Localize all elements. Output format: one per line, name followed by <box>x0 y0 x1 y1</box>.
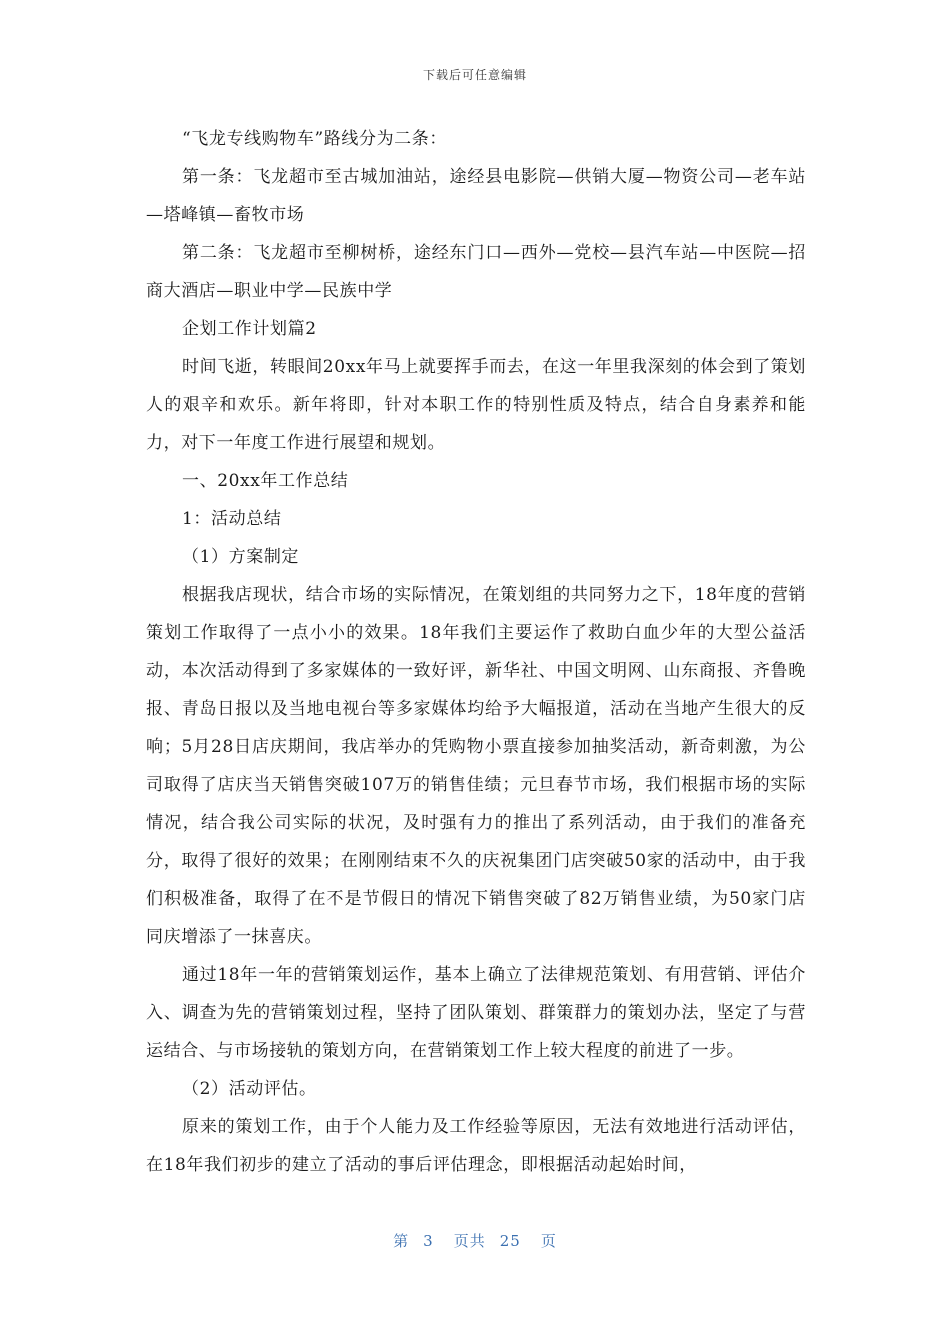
paragraph-year-review: 通过18年一年的营销策划运作，基本上确立了法律规范策划、有用营销、评估介入、调查为先的营销策划过程，坚持了团队策划、群策群力的策划办法，坚定了与营运结合、与市场接轨的策划方向，在营销策划工作上较大程度的前进了一步。 <box>146 965 806 1061</box>
page-header-note: 下载后可任意编辑 <box>422 68 527 82</box>
page-footer <box>0 1230 950 1251</box>
total-label: 页共 <box>453 1232 486 1250</box>
heading-plan-making: （1）方案制定 <box>182 547 300 567</box>
page-label: 第 <box>393 1232 410 1250</box>
current-page-number: 3 <box>423 1232 434 1250</box>
paragraph-route-intro: “飞龙专线购物车”路线分为二条： <box>182 129 447 149</box>
paragraph-intro: 时间飞逝，转眼间20xx年马上就要挥手而去，在这一年里我深刻的体会到了策划人的艰辛和欢乐。新年将即，针对本职工作的特别性质及特点，结合自身素养和能力，对下一年度工作进行展望和规划。 <box>146 357 807 453</box>
section-title: 企划工作计划篇2 <box>182 319 317 339</box>
total-pages-number: 25 <box>499 1232 521 1250</box>
heading-activity-evaluation: （2）活动评估。 <box>182 1079 317 1099</box>
paragraph-route-one: 第一条：飞龙超市至古城加油站，途经县电影院—供销大厦—物资公司—老车站—塔峰镇—畜牧市场 <box>146 167 806 225</box>
paragraph-evaluation: 原来的策划工作，由于个人能力及工作经验等原因，无法有效地进行活动评估，在18年我们初步的建立了活动的事后评估理念，即根据活动起始时间， <box>146 1117 806 1175</box>
paragraph-plan-details: 根据我店现状，结合市场的实际情况，在策划组的共同努力之下，18年度的营销策划工作取得了一点小小的效果。18年我们主要运作了救助白血少年的大型公益活动，本次活动得到了多家媒体的一致好评，新华社、中国文明网、山东商报、齐鲁晚报、青岛日报以及当地电视台等多家媒体均给予大幅报道，活动在当地产生很大的反响；5月28日店庆期间，我店举办的凭购物小票直接参加抽奖活动，新奇刺激，为公司取得了店庆当天销售突破107万的销售佳绩；元旦春节市场，我们根据市场的实际情况，结合我公司实际的状况，及时强有力的推出了系列活动，由于我们的准备充分，取得了很好的效果；在刚刚结束不久的庆祝集团门店突破50家的活动中，由于我们积极准备，取得了在不是节假日的情况下销售突破了82万销售业绩，为50家门店同庆增添了一抹喜庆。 <box>146 585 806 947</box>
document-body <box>146 120 806 1184</box>
paragraph-route-two: 第二条：飞龙超市至柳树桥，途经东门口—西外—党校—县汽车站—中医院—招商大酒店—职业中学—民族中学 <box>146 243 806 301</box>
heading-activity-summary: 1：活动总结 <box>182 509 282 529</box>
heading-work-summary: 一、20xx年工作总结 <box>182 471 349 491</box>
page-suffix: 页 <box>540 1232 557 1250</box>
